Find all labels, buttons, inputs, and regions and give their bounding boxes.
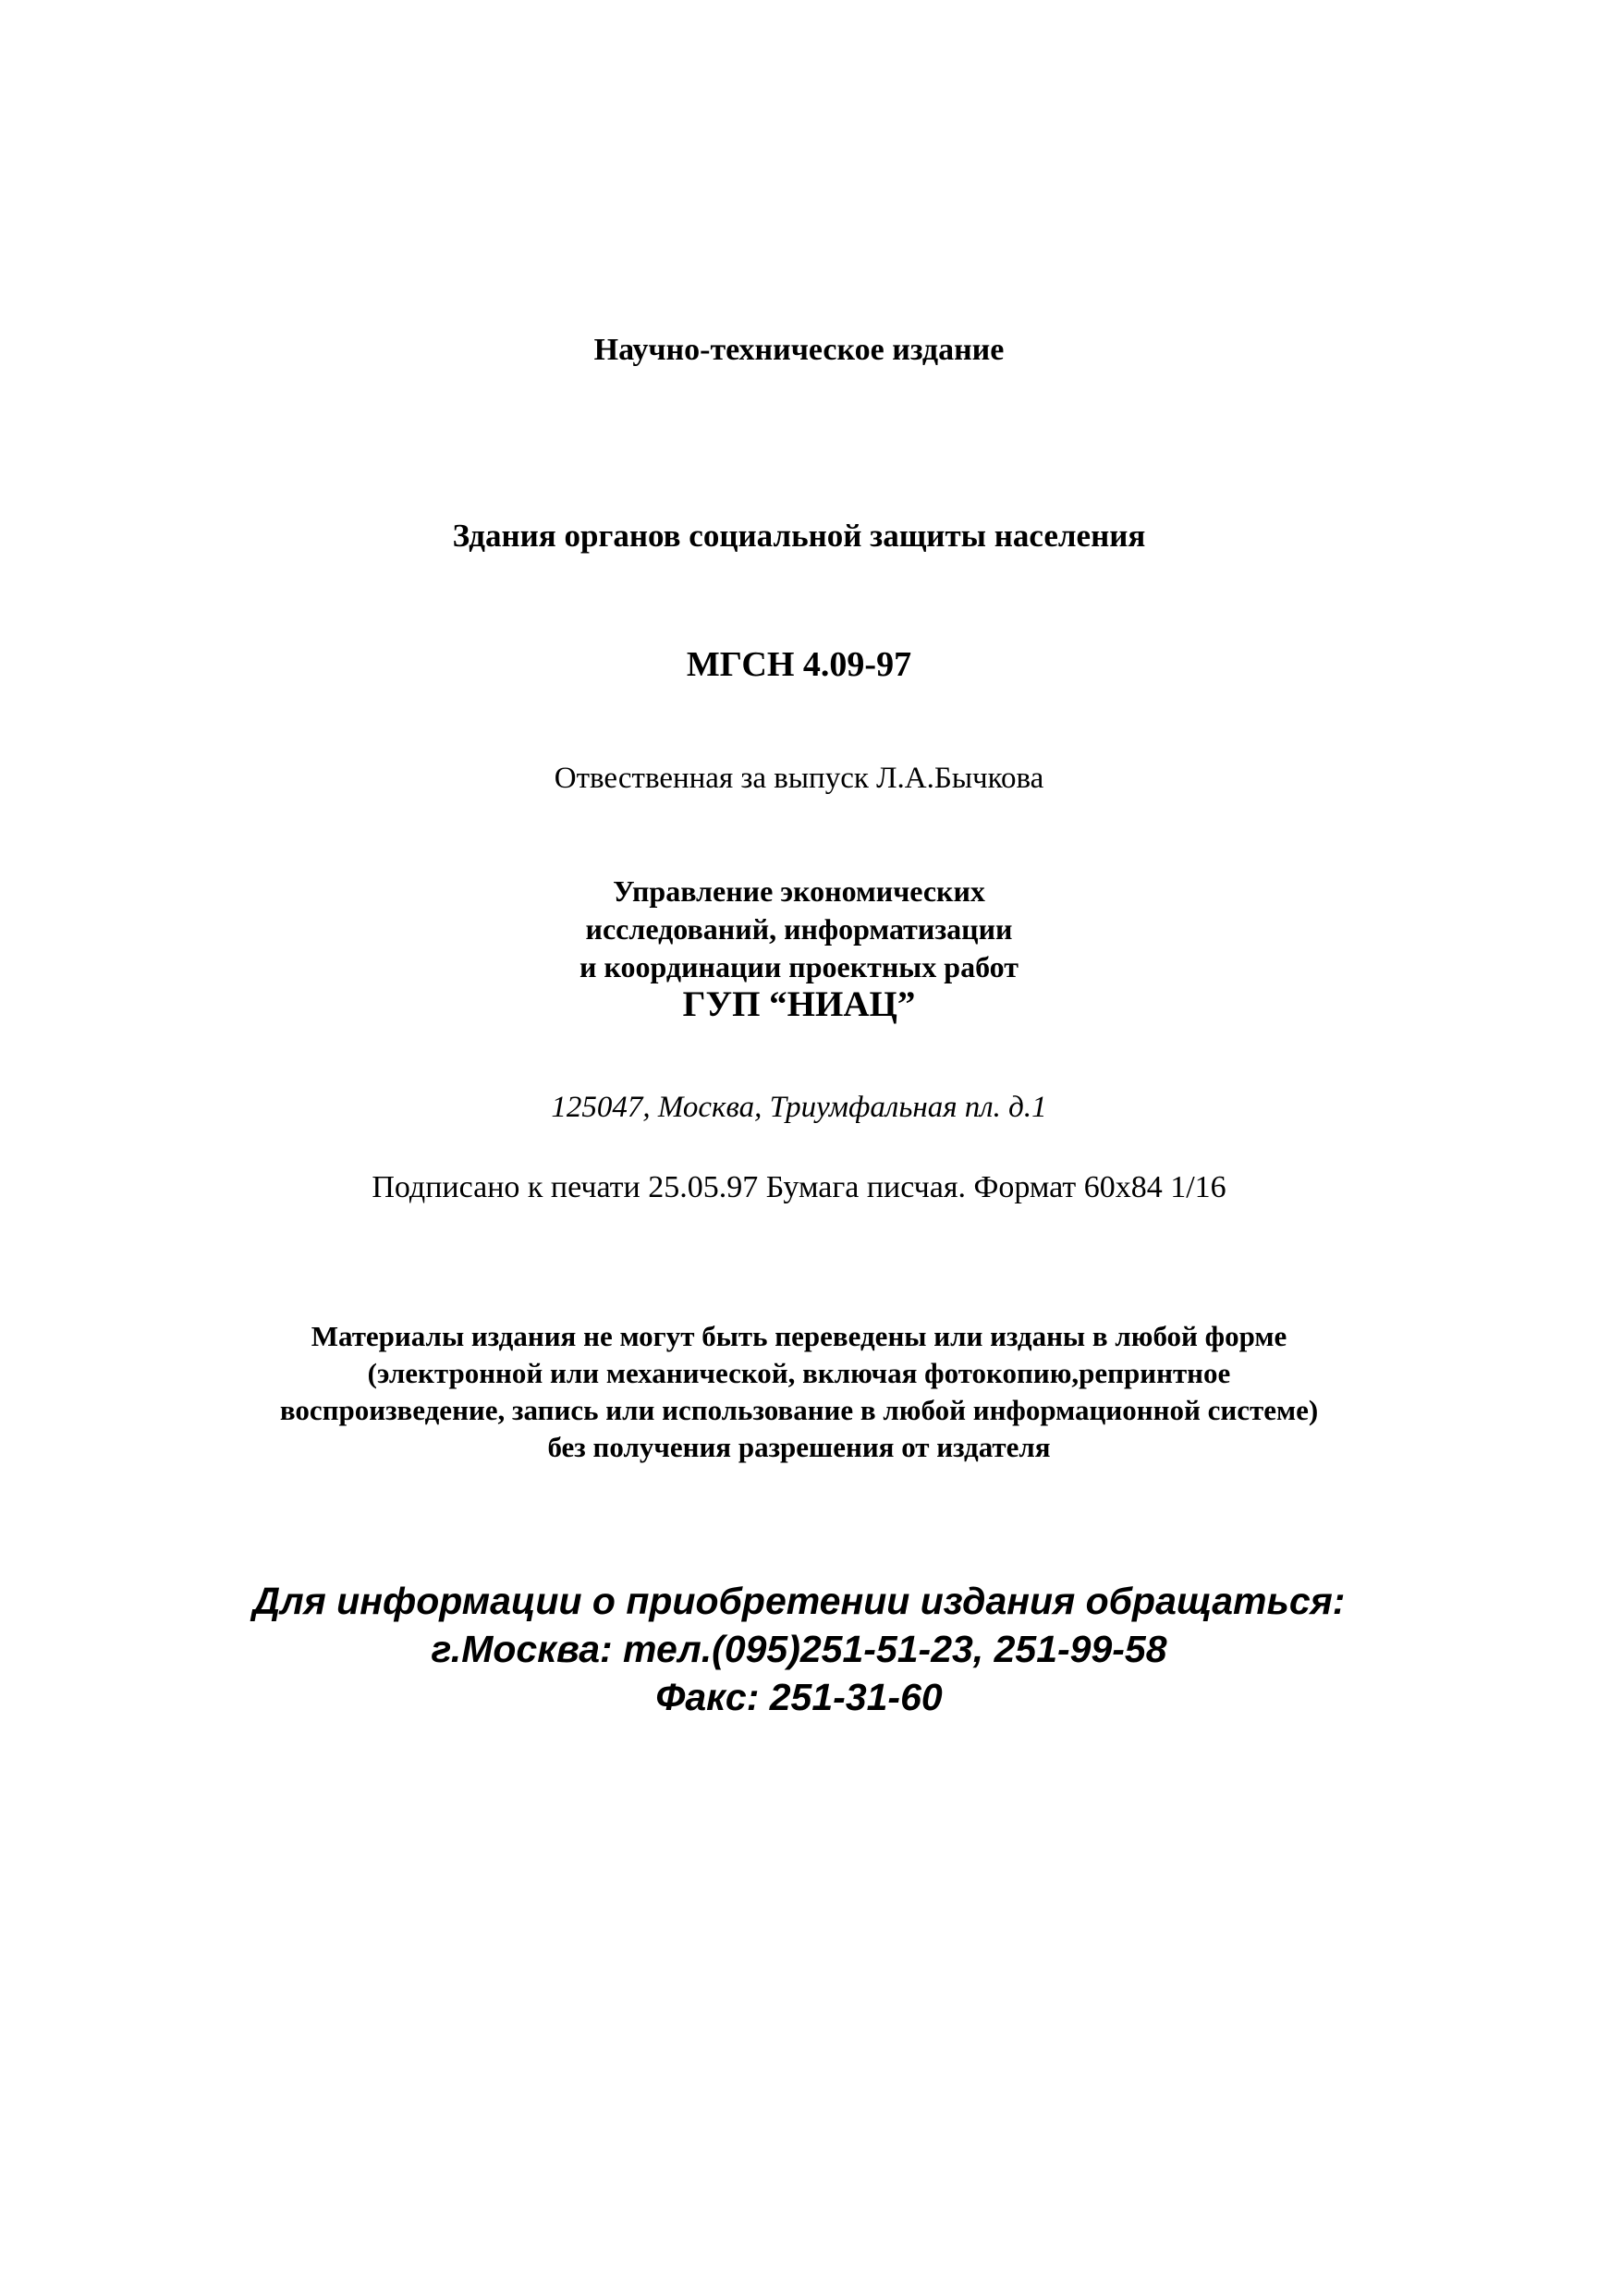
copyright-line: воспроизведение, запись или использование в любой информационной системе) [279,1394,1319,1426]
department-line: и координации проектных работ [579,950,1019,983]
department-line: Управление экономических [613,874,985,908]
publisher-address: 125047, Москва, Триумфальная пл. д.1 [551,1091,1047,1124]
publisher-name: ГУП “НИАЦ” [682,984,916,1024]
publication-type: Научно-техническое издание [593,333,1005,367]
document-title: Здания органов социальной защиты населения [452,518,1146,554]
responsible-person: Отвественная за выпуск Л.А.Бычкова [554,762,1044,795]
contact-heading: Для информации о приобретении издания обращаться: [252,1580,1346,1622]
print-info: Подписано к печати 25.05.97 Бумага писчая. Формат 60х84 1/16 [372,1170,1226,1204]
copyright-line: без получения разрешения от издателя [547,1431,1051,1463]
contact-phone: г.Москва: тел.(095)251-51-23, 251-99-58 [431,1628,1167,1670]
copyright-line: (электронной или механической, включая фотокопию,репринтное [367,1357,1231,1389]
document-code: МГСН 4.09-97 [686,645,912,684]
contact-fax: Факс: 251-31-60 [655,1676,943,1718]
department-line: исследований, информатизации [585,912,1013,946]
copyright-line: Материалы издания не могут быть переведены или изданы в любой форме [311,1320,1287,1352]
